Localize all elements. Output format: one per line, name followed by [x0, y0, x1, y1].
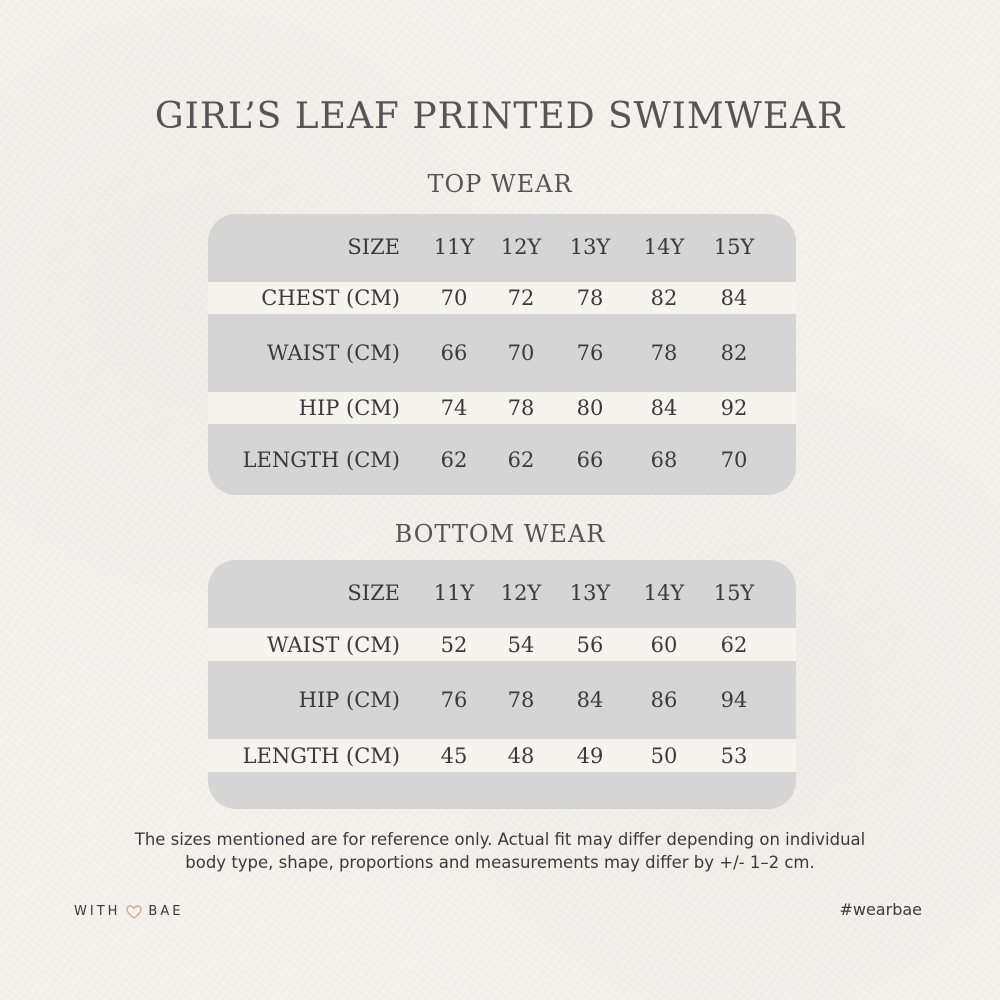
size-column-header: 11Y	[433, 581, 475, 605]
table-row	[208, 424, 796, 495]
table-cell: 82	[650, 286, 678, 310]
table-cell: 49	[576, 743, 604, 768]
brand-logo	[74, 904, 183, 919]
row-label: LENGTH (CM)	[242, 743, 400, 768]
table-cell: 78	[507, 396, 535, 420]
size-column-header: 12Y	[500, 581, 542, 605]
table-cell: 80	[576, 396, 604, 420]
table-cell: 54	[507, 632, 535, 657]
size-header-label: SIZE	[347, 235, 400, 259]
table-cell: 70	[440, 286, 468, 310]
table-cell: 45	[440, 743, 468, 768]
size-column-header: 13Y	[569, 235, 611, 259]
table-cell: 86	[650, 688, 678, 712]
table-cell: 76	[576, 341, 604, 365]
row-label: WAIST (CM)	[266, 632, 400, 657]
table-cell: 68	[650, 448, 678, 472]
table-cell: 56	[576, 632, 604, 657]
hashtag: #wearbae	[839, 900, 922, 919]
table-cell: 62	[507, 448, 535, 472]
table-cell: 53	[720, 743, 748, 768]
table-cell: 74	[440, 396, 468, 420]
size-column-header: 11Y	[433, 235, 475, 259]
size-column-header: 14Y	[643, 581, 685, 605]
table-cell: 72	[507, 286, 535, 310]
table-cell: 66	[576, 448, 604, 472]
heart-icon	[126, 905, 142, 919]
row-label: WAIST (CM)	[266, 341, 400, 365]
bottom-wear-heading: BOTTOM WEAR	[394, 520, 606, 548]
row-label: HIP (CM)	[298, 396, 400, 420]
table-row	[208, 392, 796, 424]
table-cell: 66	[440, 341, 468, 365]
table-cell: 50	[650, 743, 678, 768]
table-cell: 78	[576, 286, 604, 310]
table-cell: 78	[507, 688, 535, 712]
table-cell: 84	[720, 286, 748, 310]
row-label: CHEST (CM)	[261, 286, 400, 310]
table-cell: 62	[440, 448, 468, 472]
top-wear-heading: TOP WEAR	[427, 170, 573, 198]
table-row	[208, 661, 796, 739]
size-header-label: SIZE	[347, 581, 400, 605]
disclaimer-line-1: The sizes mentioned are for reference only. Actual fit may differ depending on individual	[134, 830, 866, 849]
bottom-wear-table	[208, 560, 796, 809]
table-cell: 92	[720, 396, 748, 420]
size-column-header: 12Y	[500, 235, 542, 259]
size-column-header: 13Y	[569, 581, 611, 605]
row-label: LENGTH (CM)	[242, 448, 400, 472]
brand-word-bae: BAE	[148, 904, 184, 919]
brand-word-with: WITH	[74, 904, 121, 919]
table-cell: 62	[720, 632, 748, 657]
table-cell: 48	[507, 743, 535, 768]
table-cell: 84	[650, 396, 678, 420]
table-cell: 70	[720, 448, 748, 472]
table-cell: 76	[440, 688, 468, 712]
disclaimer-line-2: body type, shape, proportions and measurements may differ by +/- 1–2 cm.	[185, 853, 815, 872]
disclaimer-note	[0, 828, 1000, 874]
table-header-row	[208, 560, 796, 626]
table-cell: 60	[650, 632, 678, 657]
page-title: GIRL’S LEAF PRINTED SWIMWEAR	[154, 96, 846, 137]
table-row	[208, 314, 796, 392]
table-row	[208, 739, 796, 772]
row-label: HIP (CM)	[298, 688, 400, 712]
size-column-header: 15Y	[713, 581, 755, 605]
table-cell: 70	[507, 341, 535, 365]
table-cell: 94	[720, 688, 748, 712]
size-column-header: 15Y	[713, 235, 755, 259]
size-column-header: 14Y	[643, 235, 685, 259]
table-cell: 84	[576, 688, 604, 712]
table-header-row	[208, 214, 796, 280]
table-cell: 78	[650, 341, 678, 365]
table-cell: 52	[440, 632, 468, 657]
table-row	[208, 628, 796, 661]
table-cell: 82	[720, 341, 748, 365]
top-wear-table	[208, 214, 796, 495]
table-row	[208, 282, 796, 314]
